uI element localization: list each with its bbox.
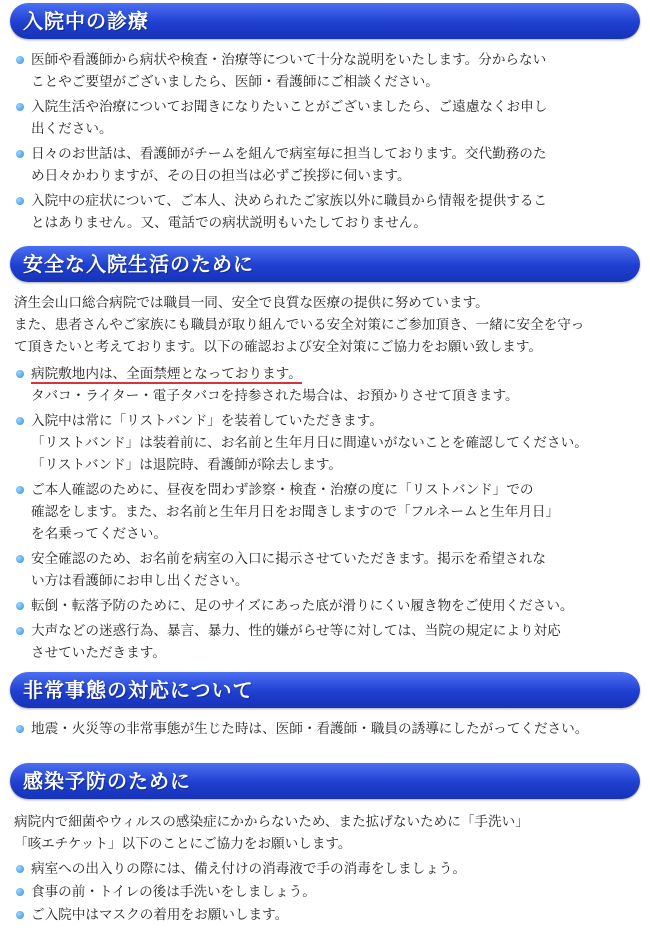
list-item: ご入院中はマスクの着用をお願いします。 [14,904,634,926]
section-title: 安全な入院生活のために [23,252,254,276]
section-body-safe-stay [14,292,634,667]
list-item: 入院中は常に「リストバンド」を装着していただきます。 「リストバンド」は装着前に、お名前と生年月日に間違いがないことを確認してください。 「リストバンド」は退院時、看護師が除去します。 [14,410,634,476]
list-item: 地震・火災等の非常事態が生じた時は、医師・看護師・職員の誘導にしたがってください。 [14,718,634,740]
intro-text: て頂きたいと考えております。以下の確認および安全対策にご協力をお願い致します。 [14,339,542,355]
list-item: 医師や看護師から病状や検査・治療等について十分な説明をいたします。分からない ことやご要望がございましたら、医師・看護師にご相談ください。 [14,49,634,93]
list-item: 転倒・転落予防のために、足のサイズにあった底が滑りにくい履き物をご使用ください。 [14,595,634,617]
list-item: 入院生活や治療についてお聞きになりたいことがございましたら、ご遠慮なくお申し 出ください。 [14,96,634,140]
bullet-icon [16,865,24,873]
section-body-infection-prevention [14,811,634,929]
bullet-icon [16,555,24,563]
section-title: 入院中の診療 [23,9,149,33]
bullet-icon [16,486,24,494]
bullet-icon [16,197,24,205]
list-item: 病室への出入りの際には、備え付けの消毒液で手の消毒をしましょう。 [14,858,634,880]
bullet-icon [16,602,24,610]
list-item: 入院中の症状について、ご本人、決められたご家族以外に職員から情報を提供するこ とはありません。又、電話での病状説明もいたしておりません。 [14,190,634,234]
bullet-icon [16,417,24,425]
bullet-icon [16,888,24,896]
section-header-infection-prevention [10,763,640,799]
section-body-emergency [14,718,634,743]
list-item: 安全確認のため、お名前を病室の入口に掲示させていただきます。掲示を希望されな い方は看護師にお申し出ください。 [14,548,634,592]
list-item: 病院敷地内は、全面禁煙となっております。 タバコ・ライター・電子タバコを持参された場合は、お預かりさせて頂きます。 [14,363,634,407]
list-item: 大声などの迷惑行為、暴言、暴力、性的嫌がらせ等に対しては、当院の規定により対応 させていただきます。 [14,620,634,664]
list-item: 食事の前・トイレの後は手洗いをしましょう。 [14,881,634,903]
intro-text: 病院内で細菌やウィルスの感染症にかからないため、また拡げないために「手洗い」 [14,814,529,830]
bullet-icon [16,103,24,111]
bullet-icon [16,150,24,158]
section-body-inpatient-care [14,49,634,237]
intro-text: また、患者さんやご家族にも職員が取り組んでいる安全対策にご参加頂き、一緒に安全を守っ [14,317,585,333]
intro-text: 済生会山口総合病院では職員一同、安全で良質な医療の提供に努めています。 [14,295,489,311]
bullet-icon [16,627,24,635]
bullet-icon [16,911,24,919]
bullet-icon [16,56,24,64]
section-title: 感染予防のために [23,769,191,793]
list-item: 日々のお世話は、看護師がチームを組んで病室毎に担当しております。交代勤務のた め日々かわりますが、その日の担当は必ずご挨拶に伺います。 [14,143,634,187]
intro-text: 「咳エチケット」以下のことにご協力をお願いします。 [14,836,352,852]
section-header-inpatient-care [10,3,640,39]
section-header-emergency [10,672,640,708]
list-item: ご本人確認のために、昼夜を問わず診察・検査・治療の度に「リストバンド」での 確認をします。また、お名前と生年月日をお聞きしますので「フルネームと生年月日」 を名乗ってください。 [14,479,634,545]
bullet-icon [16,370,24,378]
section-title: 非常事態の対応について [23,678,254,702]
section-header-safe-stay [10,246,640,282]
bullet-icon [16,725,24,733]
no-smoking-notice: 病院敷地内は、全面禁煙となっております。 [31,366,302,382]
